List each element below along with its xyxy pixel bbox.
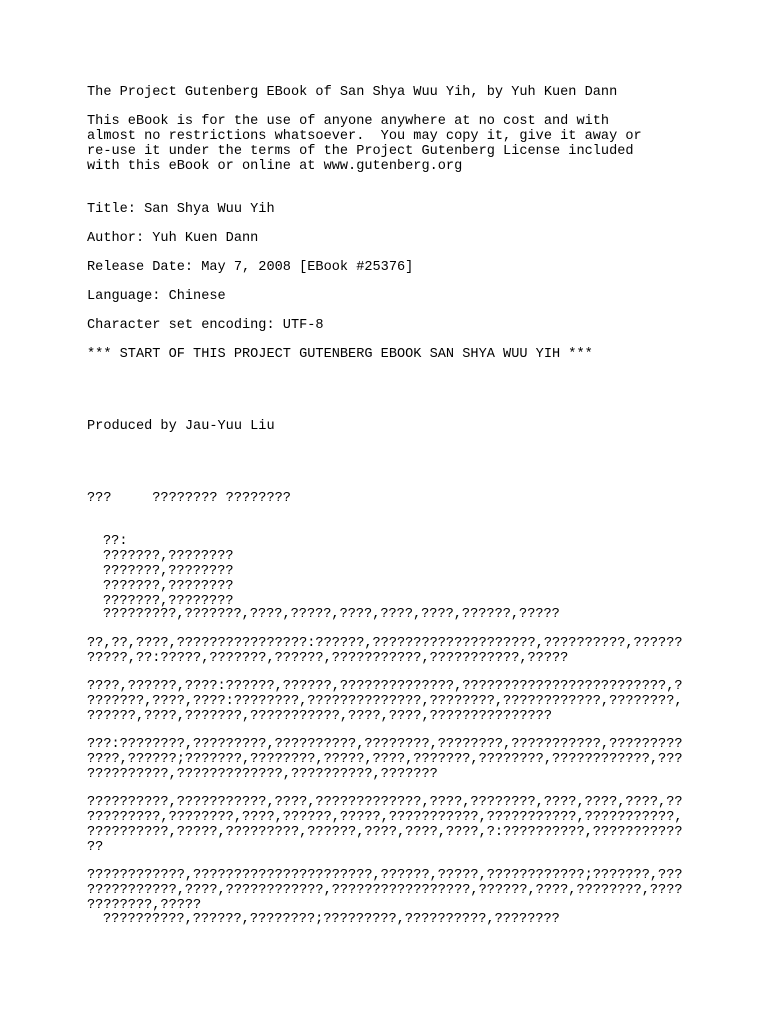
paragraph-line: ????,??????;???????,????????,?????,????,???????,????????,????????????,???	[87, 752, 683, 767]
paragraph-line: ????????????,??????????????????????,??????,?????,????????????;???????,???	[87, 868, 683, 883]
meta-release-date: Release Date: May 7, 2008 [EBook #25376]	[87, 260, 414, 275]
verse-line: ?????????,???????,????,?????,????,????,????,??????,?????	[103, 607, 560, 622]
verse-line: ???????,????????	[103, 549, 234, 564]
verse-line: ??:	[103, 534, 128, 549]
verse-line: ???????,????????	[103, 579, 234, 594]
meta-author: Author: Yuh Kuen Dann	[87, 231, 259, 246]
paragraph-line: ??????????,?????,?????????,??????,????,????,????,?:??????????,???????????	[87, 825, 683, 840]
verse-line: ???????,????????	[103, 564, 234, 579]
paragraph-line: ?????????,????????,????,??????,?????,???????????,???????????,???????????,	[87, 810, 683, 825]
producer-credit: Produced by Jau-Yuu Liu	[87, 419, 275, 434]
paragraph-line: ???:????????,?????????,??????????,????????,????????,???????????,?????????	[87, 737, 683, 752]
license-line-2: almost no restrictions whatsoever. You may copy it, give it away or	[87, 129, 642, 144]
paragraph-line: ????,??????,????:??????,??????,??????????????,?????????????????????????,?	[87, 679, 683, 694]
paragraph-line: ??,??,????,????????????????:??????,????????????????????,??????????,??????	[87, 636, 683, 651]
paragraph-line: ???????,????,????:????????,??????????????,????????,????????????,????????,	[87, 694, 683, 709]
meta-title: Title: San Shya Wuu Yih	[87, 202, 275, 217]
meta-encoding: Character set encoding: UTF-8	[87, 318, 324, 333]
start-marker: *** START OF THIS PROJECT GUTENBERG EBOOK SAN SHYA WUU YIH ***	[87, 347, 593, 362]
license-line-4: with this eBook or online at www.gutenberg.org	[87, 159, 463, 174]
paragraph-line: ??????????,??????,????????;?????????,??????????,????????	[103, 912, 560, 927]
paragraph-line: ?????,??:?????,???????,??????,???????????,???????????,?????	[87, 651, 569, 666]
license-line-3: re-use it under the terms of the Project Gutenberg License included	[87, 144, 634, 159]
paragraph-line: ????????,?????	[87, 898, 202, 913]
paragraph-line: ??????,????,???????,???????????,????,????,???????????????	[87, 709, 552, 724]
paragraph-line: ??	[87, 840, 104, 855]
paragraph-line: ??????????,???????????,????,?????????????,????,????????,????,????,????,??	[87, 795, 683, 810]
license-line-1: This eBook is for the use of anyone anywhere at no cost and with	[87, 114, 610, 129]
ebook-title-line: The Project Gutenberg EBook of San Shya Wuu Yih, by Yuh Kuen Dann	[87, 85, 618, 100]
meta-language: Language: Chinese	[87, 289, 226, 304]
verse-line: ???????,????????	[103, 594, 234, 609]
paragraph-line: ???????????,????,????????????,?????????????????,??????,????,????????,????	[87, 883, 683, 898]
paragraph-line: ??????????,?????????????,??????????,???????	[87, 767, 438, 782]
chapter-heading: ??? ???????? ????????	[87, 491, 291, 506]
